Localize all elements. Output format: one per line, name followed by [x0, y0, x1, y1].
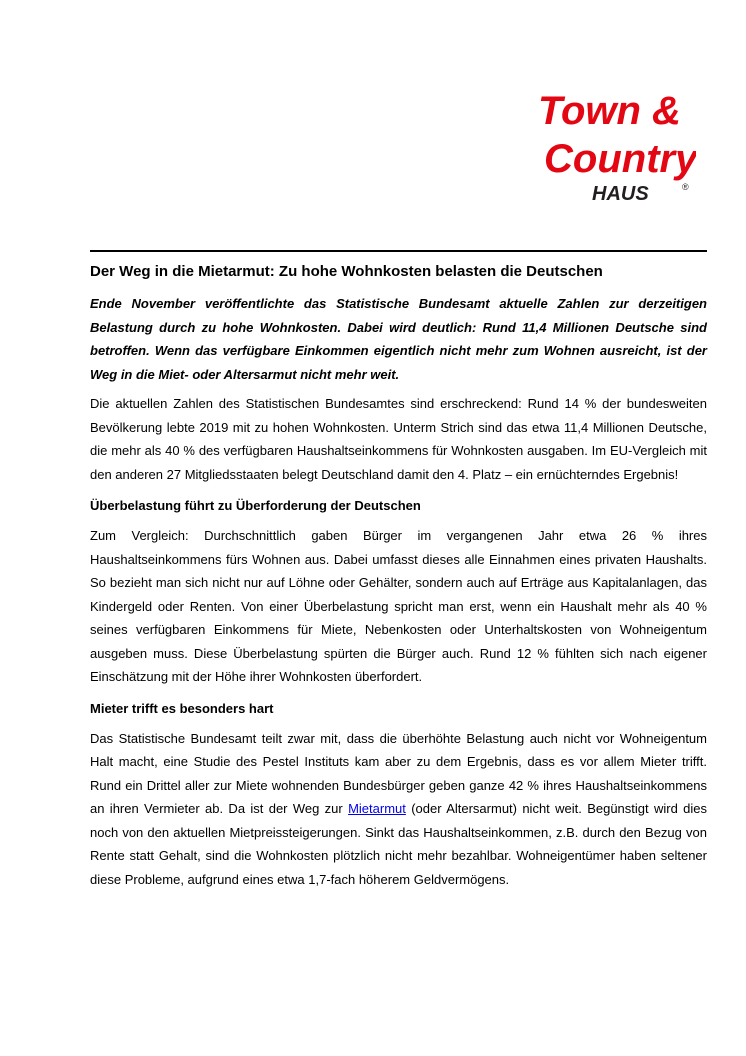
article-title: Der Weg in die Mietarmut: Zu hohe Wohnkosten belasten die Deutschen	[90, 263, 603, 280]
registered-mark: ®	[682, 182, 689, 192]
article	[90, 262, 707, 899]
logo-line2: Country	[544, 137, 696, 181]
article-lead: Ende November veröffentlichte das Statistische Bundesamt aktuelle Zahlen zur derzeitigen Belastung durch zu hohe Wohnkosten. Dabei wird deutlich: Rund 11,4 Millionen Deutsche sind betroffen. Wenn das verfügbare Einkommen eigentlich nicht mehr zum Wohnen ausreicht, ist der Weg in die Miet- oder Altersarmut nicht mehr weit.	[90, 296, 707, 382]
logo-line1: Town &	[538, 89, 681, 133]
paragraph-1: Die aktuellen Zahlen des Statistischen Bundesamtes sind erschreckend: Rund 14 % der bundesweiten Bevölkerung lebte 2019 mit zu hohen Wohnkosten. Unterm Strich sind das etwa 11,4 Millionen Deutsche, die mehr als 40 % des verfügbaren Haushaltseinkommens für Wohnkosten ausgaben. Im EU-Vergleich mit den anderen 27 Mitgliedsstaaten belegt Deutschland damit den 4. Platz – ein ernüchterndes Ergebnis!	[90, 396, 707, 482]
paragraph-3-text-after: (oder Altersarmut) nicht weit. Begünstigt wird dies noch von den aktuellen Mietpreissteigerungen. Sinkt das Haushaltseinkommen, z.B. durch den Bezug von Rente statt Gehalt, sind die Wohnkosten plötzlich nicht mehr bezahlbar. Wohneigentümer haben seltener diese Probleme, aufgrund eines etwa 1,7-fach höherem Geldvermögens.	[90, 801, 707, 887]
header-divider	[90, 250, 707, 252]
paragraph-2: Zum Vergleich: Durchschnittlich gaben Bürger im vergangenen Jahr etwa 26 % ihres Haushaltseinkommens fürs Wohnen aus. Dabei umfasst dieses alle Einnahmen eines privaten Haushalts. So bezieht man sich nicht nur auf Löhne oder Gehälter, sondern auch auf Erträge aus Kapitalanlagen, das Kindergeld oder Renten. Von einer Überbelastung spricht man erst, wenn ein Haushalt mehr als 40 % seines verfügbaren Einkommens für Miete, Nebenkosten oder Unterhaltskosten von Wohneigentum ausgeben muss. Diese Überbelastung spürten die Bürger auch. Rund 12 % fühlten sich nach eigener Einschätzung mit der Höhe ihrer Wohnkosten überfordert.	[90, 528, 707, 684]
mietarmut-link[interactable]: Mietarmut	[348, 801, 406, 816]
section-heading-2: Mieter trifft es besonders hart	[90, 700, 274, 716]
paragraph-3-text-before: Das Statistische Bundesamt teilt zwar mit, dass die überhöhte Belastung auch nicht vor Wohneigentum Halt macht, eine Studie des Pestel Instituts kam aber zu dem Ergebnis, dass es vor allem Mieter trifft. Rund ein Drittel aller zur Miete wohnenden Bundesbürger geben ganze 42 % ihres Haushaltseinkommens an ihren Vermieter ab. Da ist der Weg zur	[90, 730, 707, 816]
logo-line3: HAUS	[592, 183, 649, 205]
paragraph-3	[90, 727, 707, 892]
town-country-haus-logo	[536, 84, 696, 210]
section-heading-1: Überbelastung führt zu Überforderung der Deutschen	[90, 498, 421, 513]
